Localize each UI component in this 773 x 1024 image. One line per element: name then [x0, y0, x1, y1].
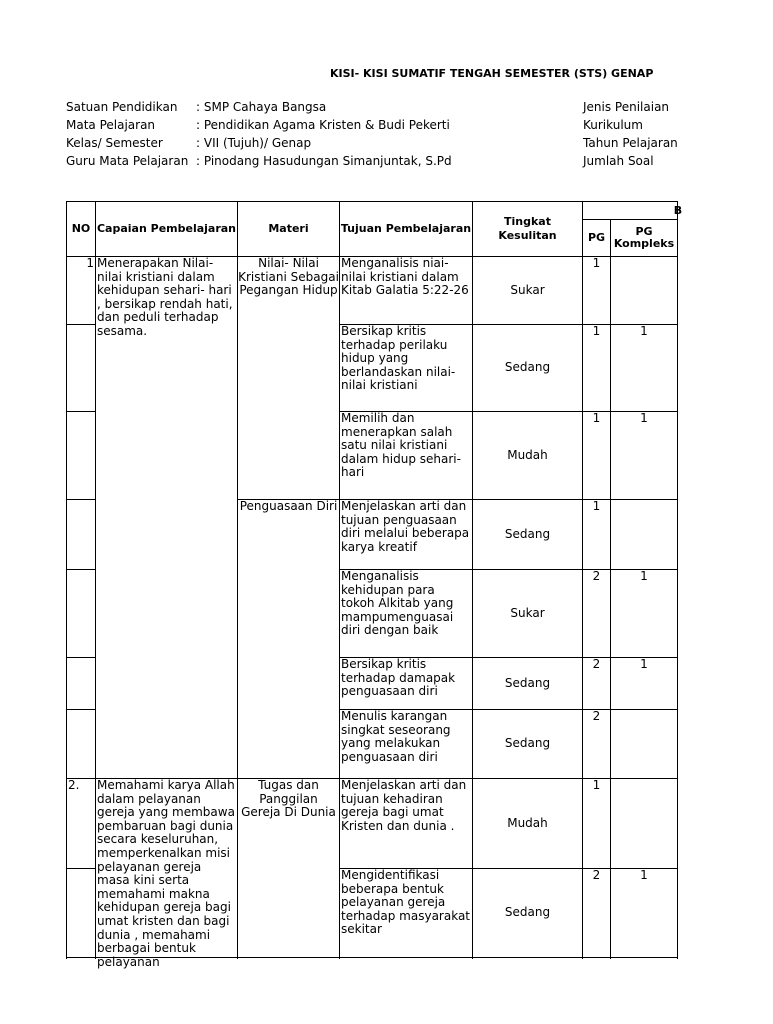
grid-line — [339, 201, 340, 959]
tingkat-kesulitan: Sukar — [510, 605, 545, 620]
header-no: NO — [71, 222, 91, 236]
meta-value: : Pinodang Hasudungan Simanjuntak, S.Pd — [196, 154, 452, 168]
kisi-kisi-table — [66, 201, 683, 969]
meta-label: Satuan Pendidikan — [66, 100, 178, 114]
meta-mata-pelajaran — [66, 118, 450, 132]
pg-count: 1 — [592, 778, 601, 792]
meta-satuan-pendidikan — [66, 100, 326, 114]
materi-3: Tugas dan Panggilan Gereja Di Dunia — [241, 778, 336, 820]
header-pg-kompleks: PG Kompleks — [613, 225, 675, 250]
tujuan-pembelajaran: Menulis karangan singkat seseorang yang melakukan penguasaan diri — [341, 709, 451, 764]
grid-line — [66, 657, 96, 658]
pg-count: 1 — [592, 324, 601, 338]
tingkat-kesulitan: Sukar — [510, 282, 545, 297]
tingkat-kesulitan: Sedang — [504, 736, 551, 751]
meta-label: Guru Mata Pelajaran — [66, 154, 189, 168]
tingkat-kesulitan: Sedang — [504, 905, 551, 920]
pg-kompleks-count: 1 — [640, 411, 648, 425]
pg-kompleks-count: 1 — [640, 324, 648, 338]
tujuan-pembelajaran: Menganalisis kehidupan para tokoh Alkitab yang mampumenguasai diri dengan baik — [341, 569, 454, 638]
grid-line — [66, 411, 96, 412]
document-title: KISI- KISI SUMATIF TENGAH SEMESTER (STS) GENAP — [330, 67, 654, 80]
grid-line — [95, 201, 96, 959]
tingkat-kesulitan: Mudah — [507, 447, 548, 462]
tingkat-kesulitan: Sedang — [504, 675, 551, 690]
header-tingkat: Tingkat Kesulitan — [498, 215, 557, 242]
pg-count: 2 — [592, 657, 601, 671]
capaian-pembelajaran-2: Memahami karya Allah dalam pelayanan gereja yang membawa pembaruan bagi dunia secara keseluruhan, memperkenalkan misi pelayanan gereja masa kini serta memahami makna kehidupan gereja bagi umat kristen dan bagi dunia , memahami berbagai bentuk pelayanan — [97, 778, 235, 969]
header-materi: Materi — [268, 222, 309, 236]
tujuan-pembelajaran: Memilih dan menerapkan salah satu nilai kristiani dalam hidup sehari- hari — [341, 411, 461, 480]
pg-count: 1 — [592, 499, 601, 513]
tingkat-kesulitan: Sedang — [504, 526, 551, 541]
meta-tahun-pelajaran: Tahun Pelajaran — [583, 136, 678, 150]
pg-kompleks-count: 1 — [640, 868, 648, 882]
tujuan-pembelajaran: Bersikap kritis terhadap perilaku hidup yang berlandaskan nilai- nilai kristiani — [341, 324, 456, 393]
materi-1: Nilai- Nilai Kristiani Sebagai Pegangan Hidup — [238, 256, 339, 298]
meta-jenis-penilaian: Jenis Penilaian — [583, 100, 670, 114]
materi-2: Penguasaan Diri — [239, 499, 338, 513]
meta-value: : VII (Tujuh)/ Genap — [196, 136, 312, 150]
pg-count: 2 — [592, 569, 601, 583]
grid-line — [66, 709, 96, 710]
row-number-2: 2. — [68, 778, 80, 792]
tingkat-kesulitan: Sedang — [504, 360, 551, 375]
meta-guru — [66, 154, 452, 168]
pg-count: 2 — [592, 709, 601, 723]
tujuan-pembelajaran: Bersikap kritis terhadap damapak penguasaan diri — [341, 657, 456, 699]
pg-kompleks-count: 1 — [640, 657, 648, 671]
grid-line — [237, 201, 238, 959]
tujuan-pembelajaran: Menjelaskan arti dan tujuan kehadiran gereja bagi umat Kristen dan dunia . — [341, 778, 467, 833]
grid-line — [66, 201, 67, 959]
meta-label: Mata Pelajaran — [66, 118, 156, 132]
meta-value: : Pendidikan Agama Kristen & Budi Pekerti — [196, 118, 450, 132]
meta-jumlah-soal: Jumlah Soal — [583, 154, 654, 168]
grid-line — [66, 324, 96, 325]
header-capaian: Capaian Pembelajaran — [96, 222, 237, 236]
tujuan-pembelajaran: Menganalisis niai- nilai kristiani dalam Kitab Galatia 5:22-26 — [341, 256, 469, 298]
pg-count: 1 — [592, 411, 601, 425]
tujuan-pembelajaran: Mengidentifikasi beberapa bentuk pelayanan gereja terhadap masyarakat sekitar — [341, 868, 471, 937]
grid-line — [677, 201, 678, 959]
header-bentuk-soal: B — [673, 203, 683, 217]
pg-count: 2 — [592, 868, 601, 882]
pg-kompleks-count: 1 — [640, 569, 648, 583]
meta-label: Kelas/ Semester — [66, 136, 163, 150]
meta-kurikulum: Kurikulum — [583, 118, 643, 132]
header-tujuan: Tujuan Pembelajaran — [340, 222, 472, 236]
tujuan-pembelajaran: Menjelaskan arti dan tujuan penguasaan diri melalui beberapa karya kreatif — [341, 499, 470, 554]
row-number-1: 1 — [86, 256, 94, 270]
meta-value: : SMP Cahaya Bangsa — [196, 100, 327, 114]
header-pg: PG — [587, 231, 606, 245]
grid-line — [66, 499, 96, 500]
capaian-pembelajaran-1: Menerapakan Nilai- nilai kristiani dalam kehidupan sehari- hari , bersikap rendah hati, dan peduli terhadap sesama. — [97, 256, 233, 338]
tingkat-kesulitan: Mudah — [507, 815, 548, 830]
meta-kelas-semester — [66, 136, 311, 150]
grid-line — [66, 868, 96, 869]
grid-line — [66, 569, 96, 570]
pg-count: 1 — [592, 256, 601, 270]
